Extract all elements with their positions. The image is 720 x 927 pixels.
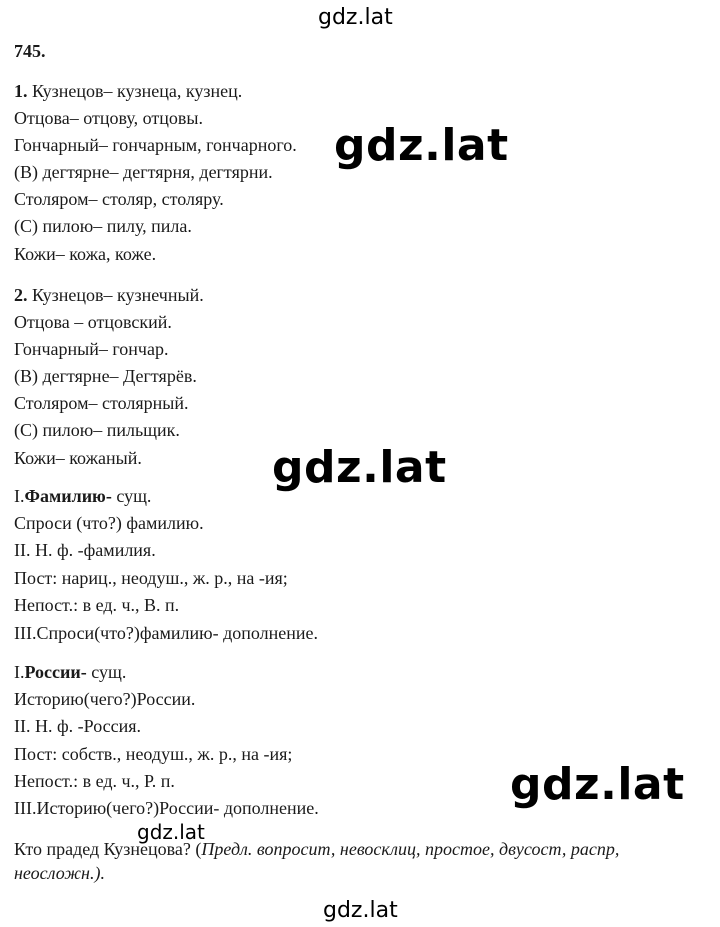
- parse1-word: Фамилию-: [24, 486, 112, 506]
- part1-line-3: (В) дегтярне– дегтярня, дегтярни.: [14, 162, 273, 182]
- parse1-heading: [14, 487, 151, 505]
- watermark-bottom: gdz.lat: [323, 898, 398, 923]
- part2-text: Кузнецов– кузнечный.: [27, 285, 204, 305]
- part1-line-6: Кожи– кожа, коже.: [14, 244, 157, 264]
- parse2-prefix: I.: [14, 662, 25, 682]
- exercise-number: 745.: [14, 41, 46, 61]
- part2-num: 2.: [14, 285, 28, 305]
- part1-line-2: Гончарный– гончарным, гончарного.: [14, 135, 297, 155]
- sentence-text: Кто прадед Кузнецова? (: [14, 839, 202, 859]
- sentence-italic-2: неослож: [14, 863, 82, 883]
- part2-line-6: Кожи– кожаный.: [14, 448, 142, 468]
- parse1-line-1: II. Н. ф. -фамилия.: [14, 540, 156, 560]
- parse1-line-3: Непост.: в ед. ч., В. п.: [14, 595, 180, 615]
- parse1-line-0: Спроси (что?) фамилию.: [14, 513, 204, 533]
- parse2-word: России-: [24, 662, 87, 682]
- sentence-line-1: [14, 864, 105, 882]
- parse1-line-4: III.Спроси(что?)фамилию- дополнение.: [14, 623, 318, 643]
- part1-line-4: Столяром– столяр, столяру.: [14, 189, 224, 209]
- parse2-line-0: Историю(чего?)России.: [14, 689, 196, 709]
- part2-line-1: Отцова – отцовский.: [14, 312, 172, 332]
- watermark-large-3: gdz.lat: [510, 759, 685, 810]
- part1-line-1: Отцова– отцову, отцовы.: [14, 108, 203, 128]
- parse2-suffix: сущ.: [86, 662, 127, 682]
- parse2-line-1: II. Н. ф. -Россия.: [14, 716, 142, 736]
- part2-line-2: Гончарный– гончар.: [14, 339, 169, 359]
- parse1-suffix: сущ.: [111, 486, 152, 506]
- parse2-line-3: Непост.: в ед. ч., Р. п.: [14, 771, 175, 791]
- parse1-prefix: I.: [14, 486, 25, 506]
- part2-line-4: Столяром– столярный.: [14, 393, 189, 413]
- sentence-italic-1: Предл. вопросит, невосклиц, простое, двусост, распр,: [201, 839, 620, 859]
- part2-line-3: (В) дегтярне– Дегтярёв.: [14, 366, 197, 386]
- sentence-end: н.).: [81, 863, 105, 883]
- watermark-large-1: gdz.lat: [334, 120, 509, 171]
- part2-line-0: [14, 286, 204, 304]
- parse2-line-4: III.Историю(чего?)России- дополнение.: [14, 798, 319, 818]
- part1-num: 1.: [14, 81, 28, 101]
- part1-text: Кузнецов– кузнеца, кузнец.: [27, 81, 243, 101]
- watermark-small-inline: gdz.lat: [137, 820, 205, 844]
- parse1-line-2: Пост: нариц., неодуш., ж. р., на -ия;: [14, 568, 288, 588]
- sentence-line-0: [14, 840, 619, 858]
- watermark-large-2: gdz.lat: [272, 442, 447, 493]
- parse2-line-2: Пост: собств., неодуш., ж. р., на -ия;: [14, 744, 293, 764]
- part1-line-0: [14, 82, 242, 100]
- part2-line-5: (С) пилою– пильщик.: [14, 420, 180, 440]
- part1-line-5: (С) пилою– пилу, пила.: [14, 216, 192, 236]
- watermark-top: gdz.lat: [318, 5, 393, 30]
- parse2-heading: [14, 663, 126, 681]
